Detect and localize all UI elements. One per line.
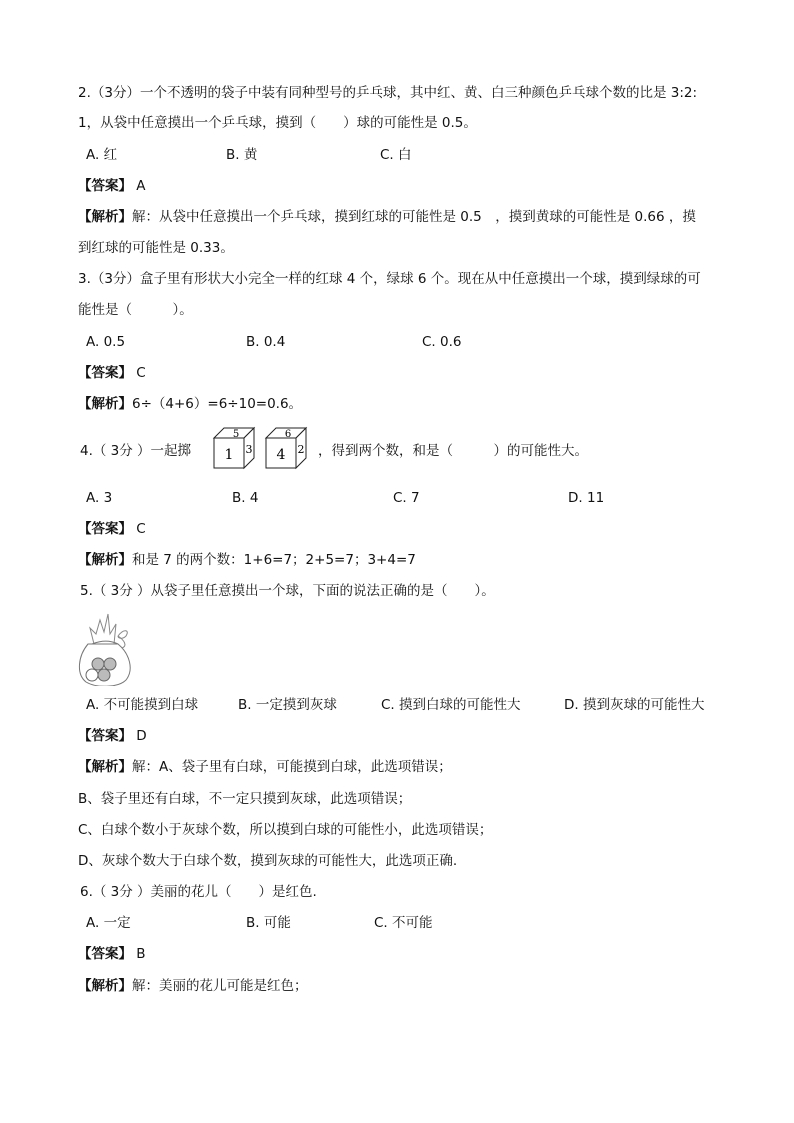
answer-value: C — [136, 521, 146, 537]
bag-illustration — [74, 606, 134, 686]
q2-answer — [78, 177, 146, 195]
q2-stem-line2: 1，从袋中任意摸出一个乒乓球，摸到（ ）球的可能性是 0.5。 — [78, 115, 477, 131]
q2-option-c: C. 白 — [380, 147, 412, 163]
die-1 — [214, 428, 254, 468]
q5-option-b: B. 一定摸到灰球 — [238, 697, 337, 713]
die-1-front: 1 — [224, 447, 234, 463]
answer-value: C — [136, 365, 146, 381]
answer-label: 【答案】 — [78, 365, 132, 381]
analysis-text: 解：美丽的花儿可能是红色； — [132, 978, 308, 994]
q3-answer — [78, 364, 146, 382]
q6-option-b: B. 可能 — [246, 915, 291, 931]
analysis-text: 和是 7 的两个数：1+6=7；2+5=7；3+4=7 — [132, 552, 416, 568]
q3-option-b: B. 0.4 — [246, 334, 286, 350]
analysis-label: 【解析】 — [78, 978, 132, 994]
q2-stem-line1: 2.（3分）一个不透明的袋子中装有同种型号的乒乓球，其中红、黄、白三种颜色乒乓球个数的比是 3:2: — [78, 85, 698, 101]
answer-label: 【答案】 — [78, 728, 132, 744]
q4-option-c: C. 7 — [393, 490, 420, 506]
q3-option-a: A. 0.5 — [86, 334, 126, 350]
die-1-side: 3 — [245, 443, 253, 456]
q5-analysis-line1 — [78, 758, 452, 776]
q5-analysis-line4: D、灰球个数大于白球个数，摸到灰球的可能性大，此选项正确. — [78, 853, 458, 869]
q5-answer — [78, 727, 147, 745]
q6-analysis — [78, 977, 308, 995]
q4-analysis — [78, 551, 416, 569]
q5-option-a: A. 不可能摸到白球 — [86, 697, 199, 713]
analysis-text: 解：从袋中任意摸出一个乒乓球，摸到红球的可能性是 0.5 ，摸到黄球的可能性是 0.66 ，摸 — [132, 209, 696, 225]
q3-option-c: C. 0.6 — [422, 334, 462, 350]
q6-option-c: C. 不可能 — [374, 915, 433, 931]
gray-ball — [92, 658, 104, 670]
analysis-label: 【解析】 — [78, 209, 132, 225]
q5-analysis-line2: B、袋子里还有白球，不一定只摸到灰球，此选项错误； — [78, 791, 412, 807]
answer-label: 【答案】 — [78, 178, 132, 194]
q5-analysis-line3: C、白球个数小于灰球个数，所以摸到白球的可能性小，此选项错误； — [78, 822, 493, 838]
analysis-label: 【解析】 — [78, 552, 132, 568]
answer-value: D — [136, 728, 147, 744]
q4-answer — [78, 520, 146, 538]
q6-stem: 6.（ 3分 ）美丽的花儿（ ）是红色. — [80, 884, 317, 900]
q3-analysis — [78, 395, 302, 413]
q5-option-d: D. 摸到灰球的可能性大 — [564, 697, 705, 713]
q2-option-a: A. 红 — [86, 147, 118, 163]
die-2-side: 2 — [297, 443, 305, 456]
die-2-front: 4 — [276, 447, 286, 463]
white-ball — [86, 669, 98, 681]
answer-label: 【答案】 — [78, 946, 132, 962]
q5-stem: 5.（ 3分 ）从袋子里任意摸出一个球，下面的说法正确的是（ ）。 — [80, 583, 495, 599]
die-2 — [266, 428, 306, 468]
q4-option-b: B. 4 — [232, 490, 259, 506]
q2-analysis-line2: 到红球的可能性是 0.33。 — [78, 240, 234, 256]
q4-stem-prefix: 4.（ 3分 ）一起掷 — [80, 443, 192, 459]
q4-stem-suffix: ，得到两个数，和是（ ）的可能性大。 — [318, 443, 588, 459]
analysis-label: 【解析】 — [78, 396, 132, 412]
q3-stem-line1: 3.（3分）盒子里有形状大小完全一样的红球 4 个，绿球 6 个。现在从中任意摸出一个球，摸到绿球的可 — [78, 271, 701, 287]
q3-stem-line2: 能性是（ ）。 — [78, 302, 193, 318]
q6-option-a: A. 一定 — [86, 915, 131, 931]
answer-value: B — [136, 946, 146, 962]
analysis-label: 【解析】 — [78, 759, 132, 775]
q4-option-d: D. 11 — [568, 490, 605, 506]
answer-label: 【答案】 — [78, 521, 132, 537]
die-2-top: 6 — [284, 429, 292, 440]
q2-option-b: B. 黄 — [226, 147, 258, 163]
q5-option-c: C. 摸到白球的可能性大 — [381, 697, 521, 713]
gray-ball — [98, 669, 110, 681]
gray-ball — [104, 658, 116, 670]
analysis-text: 解：A、袋子里有白球，可能摸到白球，此选项错误； — [132, 759, 452, 775]
dice-figure — [212, 426, 316, 470]
analysis-text: 6÷（4+6）=6÷10=0.6。 — [132, 396, 303, 412]
answer-value: A — [136, 178, 146, 194]
q2-analysis-line1 — [78, 208, 696, 226]
q4-option-a: A. 3 — [86, 490, 113, 506]
die-1-top: 5 — [232, 429, 240, 440]
q6-answer — [78, 945, 146, 963]
